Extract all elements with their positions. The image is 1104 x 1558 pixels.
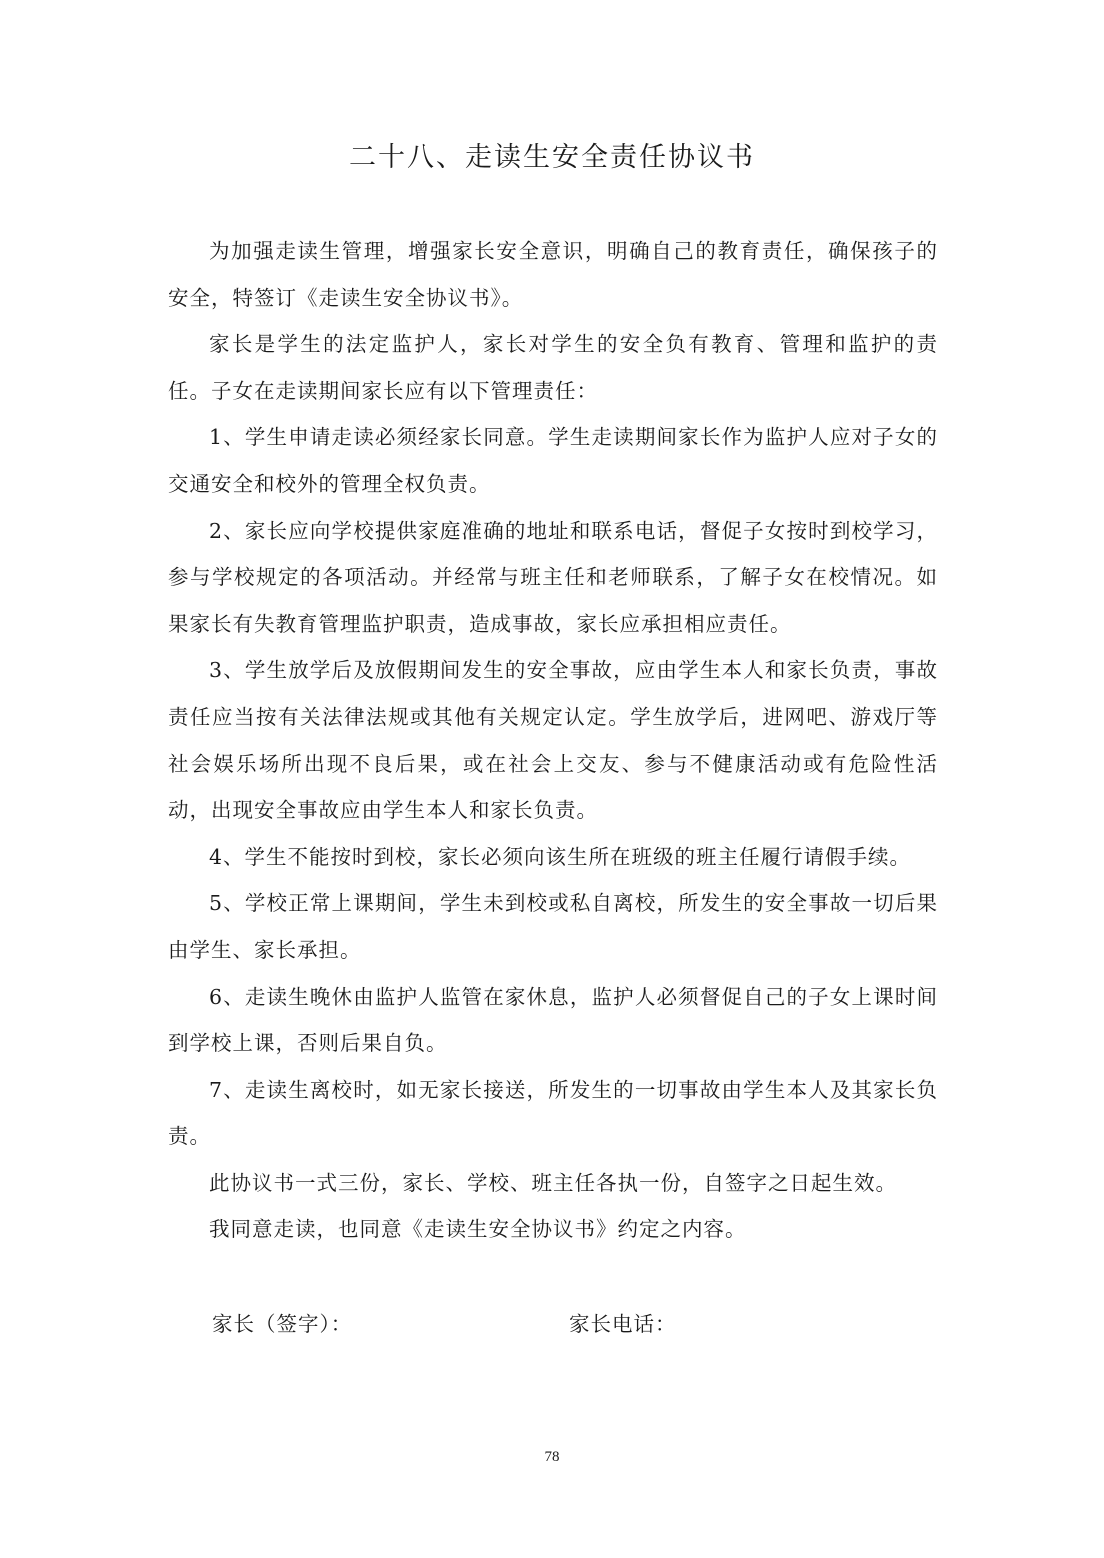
paragraph-consent: 我同意走读，也同意《走读生安全协议书》约定之内容。 <box>209 1217 747 1242</box>
paragraph-clause-2: 2、家长应向学校提供家庭准确的地址和联系电话，督促子女按时到校学习，参与学校规定的各项活动。并经常与班主任和老师联系，了解子女在校情况。如果家长有失教育管理监护职责，造成事故，家长应承担相应责任。 <box>168 518 938 636</box>
signature-row <box>212 1304 912 1344</box>
paragraph-parent-responsibility: 家长是学生的法定监护人，家长对学生的安全负有教育、管理和监护的责任。子女在走读期间家长应有以下管理责任： <box>168 332 938 403</box>
paragraph-clause-5: 5、学校正常上课期间，学生未到校或私自离校，所发生的安全事故一切后果由学生、家长承担。 <box>168 891 938 962</box>
paragraph-clause-4: 4、学生不能按时到校，家长必须向该生所在班级的班主任履行请假手续。 <box>209 844 912 869</box>
parent-phone-label: 家长电话： <box>569 1312 677 1336</box>
page-number: 78 <box>544 1449 560 1465</box>
document-title: 二十八、走读生安全责任协议书 <box>349 142 755 173</box>
paragraph-copies: 此协议书一式三份，家长、学校、班主任各执一份，自签字之日起生效。 <box>209 1170 897 1195</box>
paragraph-clause-1: 1、学生申请走读必须经家长同意。学生走读期间家长作为监护人应对子女的交通安全和校外的管理全权负责。 <box>168 425 938 496</box>
paragraph-clause-7: 7、走读生离校时，如无家长接送，所发生的一切事故由学生本人及其家长负责。 <box>168 1077 938 1149</box>
paragraph-intro: 为加强走读生管理，增强家长安全意识，明确自己的教育责任，确保孩子的安全，特签订《走读生安全协议书》。 <box>168 239 938 310</box>
document-body <box>168 228 938 1253</box>
paragraph-clause-3: 3、学生放学后及放假期间发生的安全事故，应由学生本人和家长负责，事故责任应当按有关法律法规或其他有关规定认定。学生放学后，进网吧、游戏厅等社会娱乐场所出现不良后果，或在社会上交友、参与不健康活动或有危险性活动，出现安全事故应由学生本人和家长负责。 <box>168 658 938 823</box>
parent-signature-label: 家长（签字）： <box>212 1312 353 1336</box>
paragraph-clause-6: 6、走读生晚休由监护人监管在家休息，监护人必须督促自己的子女上课时间到学校上课，否则后果自负。 <box>168 984 938 1056</box>
